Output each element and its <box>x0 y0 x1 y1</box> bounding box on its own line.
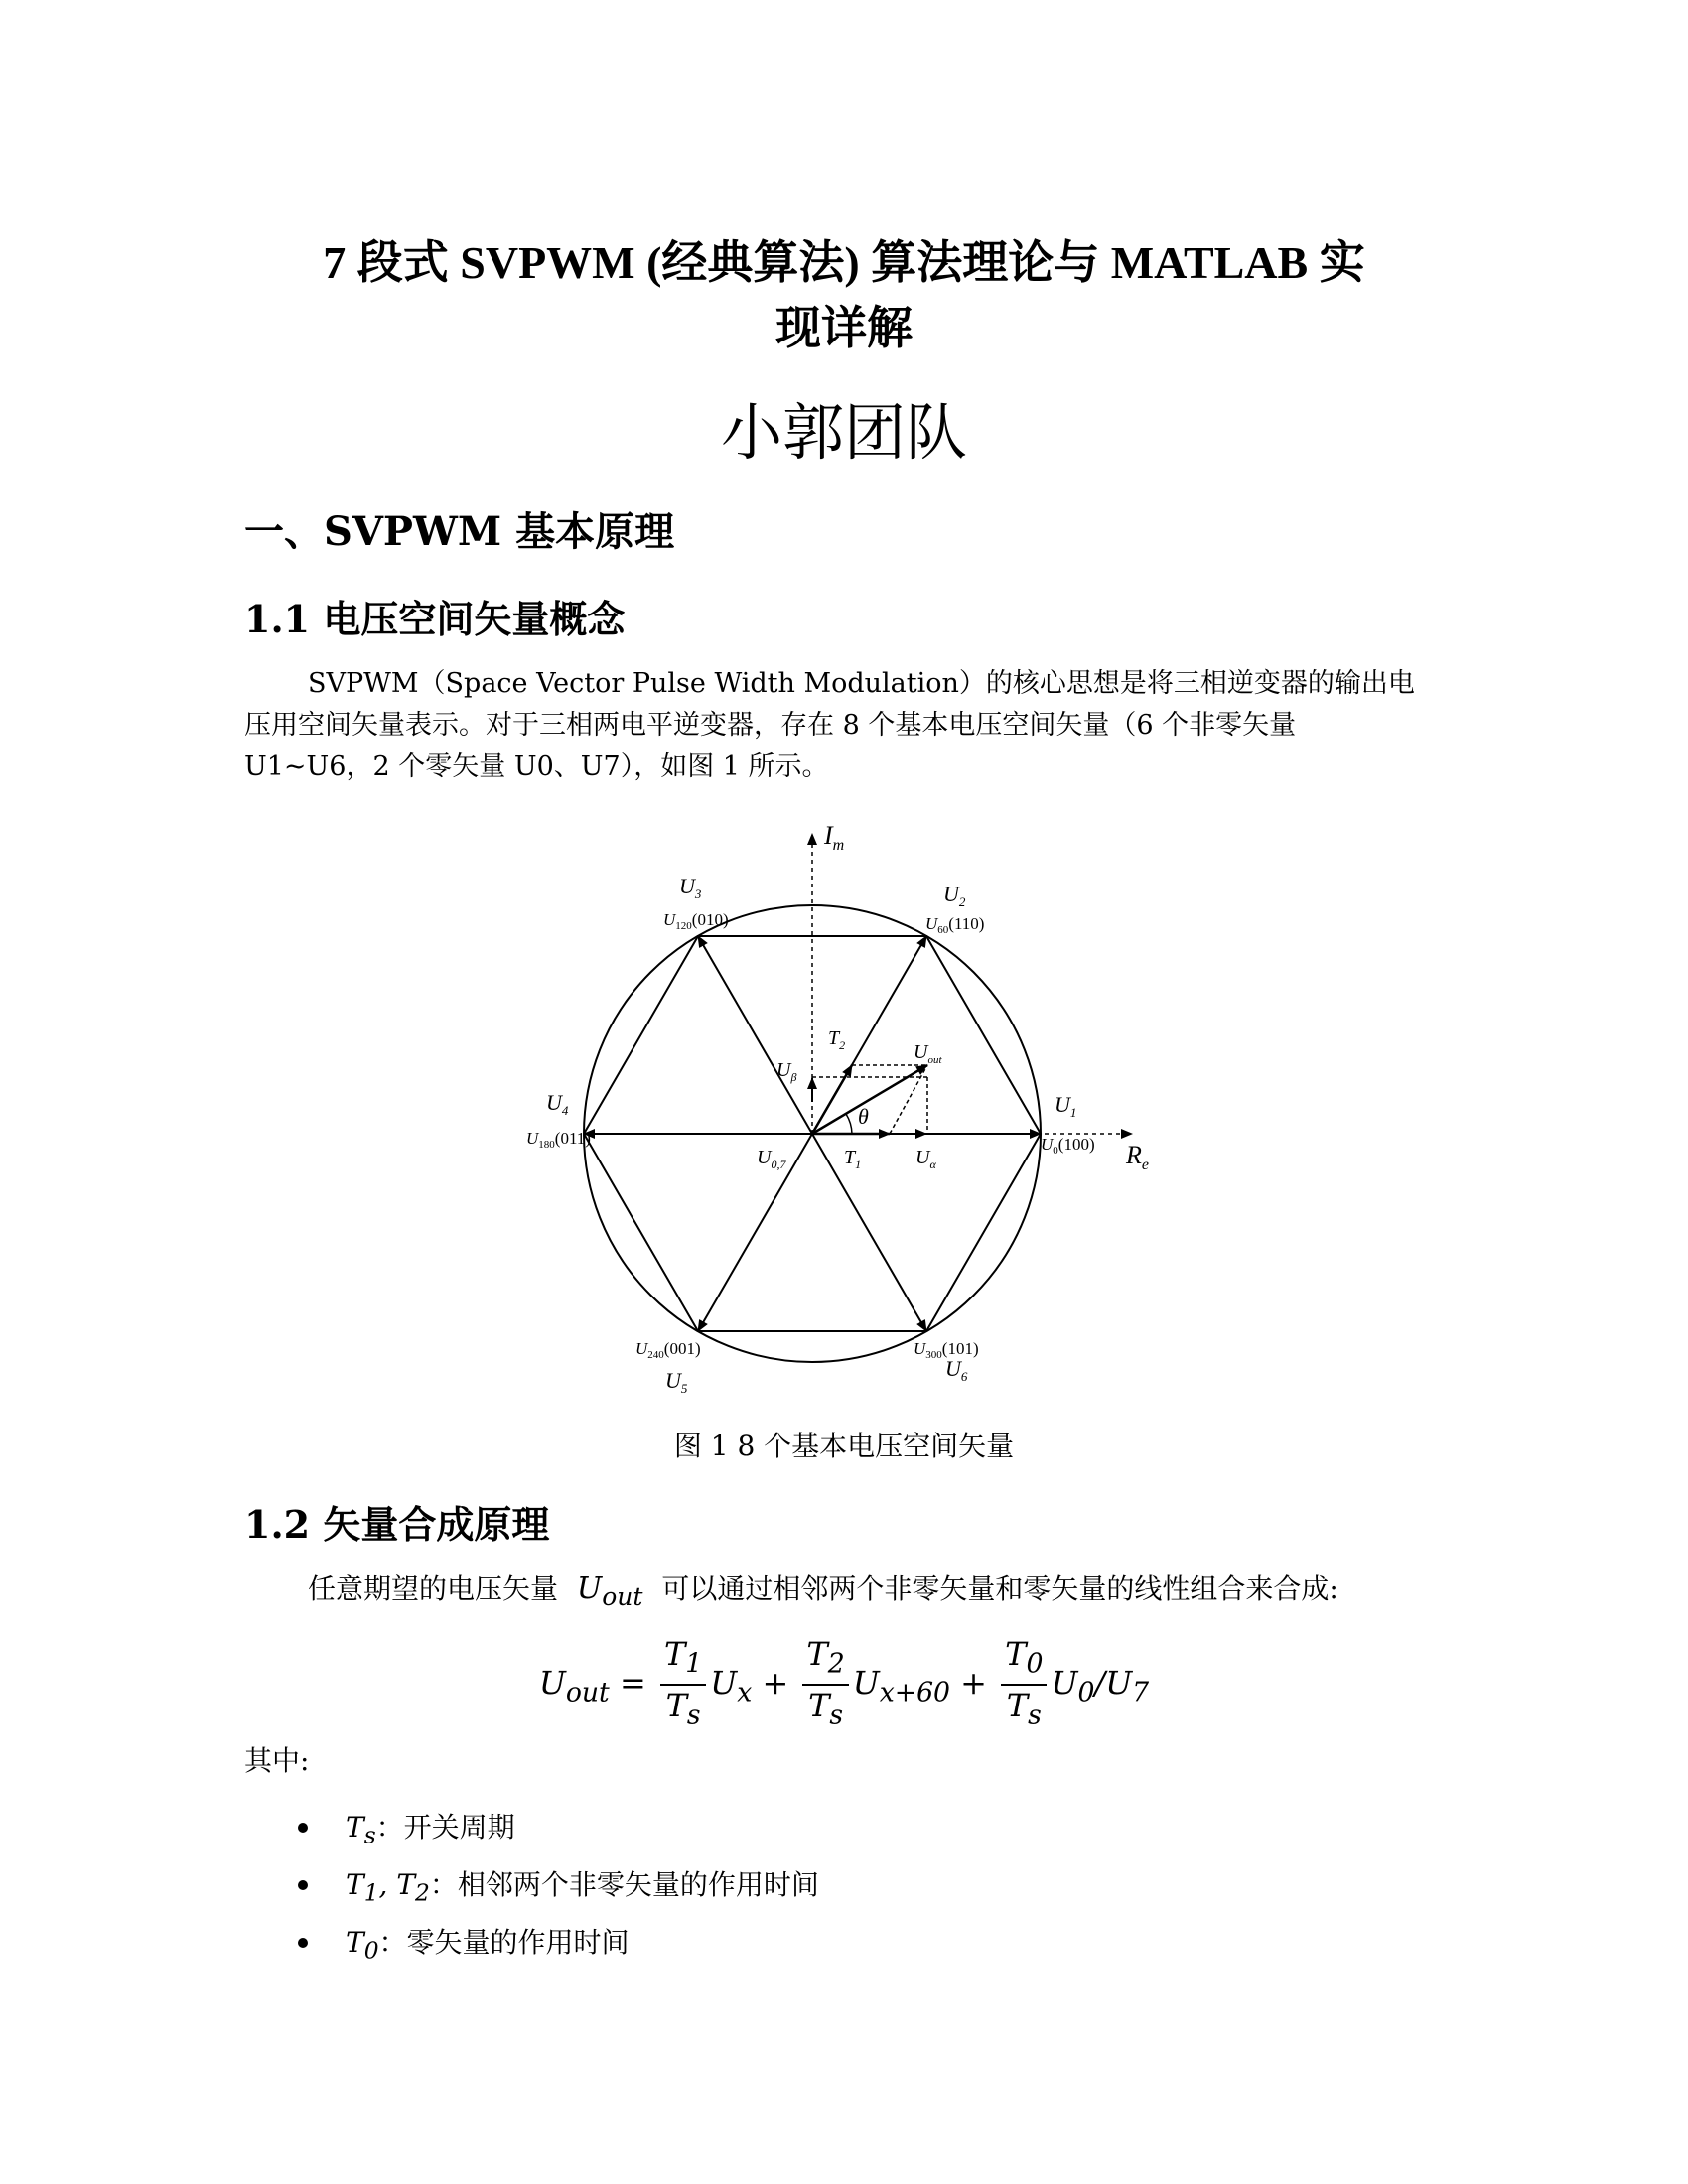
u1-code: $U_0(100)$ <box>1041 1135 1095 1157</box>
section-heading: 一、SVPWM 基本原理 <box>244 508 675 555</box>
uout-label: $U_{out}$ <box>914 1041 942 1066</box>
u2-code: $U_{60}(110)$ <box>925 914 985 936</box>
definition-list <box>298 1799 1291 1972</box>
u6-code: $U_{300}(101)$ <box>914 1339 979 1361</box>
bullet-icon <box>298 1823 308 1833</box>
list-item <box>298 1799 1291 1856</box>
u4-code: $U_{180}(011)$ <box>526 1129 591 1151</box>
ubeta-label: $U_\beta$ <box>776 1059 797 1084</box>
theta-arc <box>846 1114 852 1134</box>
intro-text-after: 可以通过相邻两个非零矢量和零矢量的线性组合来合成: <box>661 1572 1338 1605</box>
intro-paragraph <box>244 663 1436 788</box>
bullet-icon <box>298 1938 308 1948</box>
synthesis-formula: $U_{out}$ = $\frac{T_1}{T_s}$ $U_x$ + $\frac{T_2}{T_s}$ $U_{x+60}$ + $\frac{T_0}{T_s}$ $U_0/U_7$ <box>538 1635 1150 1731</box>
t2-label: $T_2$ <box>828 1027 846 1052</box>
vector-u6 <box>812 1134 926 1331</box>
paragraph-line: 压用空间矢量表示。对于三相两电平逆变器，存在 8 个基本电压空间矢量（6 个非零矢量 <box>244 710 1297 741</box>
ualpha-label: $U_\alpha$ <box>915 1147 936 1171</box>
paragraph-line: SVPWM（Space Vector Pulse Width Modulation）的核心思想是将三相逆变器的输出电 <box>308 668 1415 699</box>
t2-vector <box>812 1065 852 1134</box>
im-axis-label: $I_m$ <box>824 821 845 854</box>
u3-code: $U_{120}(010)$ <box>663 910 729 932</box>
zero-vector-label: $U_{0,7}$ <box>757 1147 786 1171</box>
u6-label: $U_6$ <box>945 1356 968 1384</box>
t1-label: $T_1$ <box>844 1147 862 1171</box>
list-item-text: ：开关周期 <box>375 1811 515 1843</box>
u2-label: $U_2$ <box>943 882 966 909</box>
list-item <box>298 1914 1291 1972</box>
space-vector-diagram <box>496 814 1192 1410</box>
bullet-icon <box>298 1880 308 1890</box>
figure-caption: 图 1 8 个基本电压空间矢量 <box>673 1430 1015 1462</box>
vector-u3 <box>698 936 812 1134</box>
theta-label: θ <box>858 1104 869 1129</box>
subsection-heading-1-1: 1.1 电压空间矢量概念 <box>244 597 626 641</box>
u4-label: $U_4$ <box>546 1090 569 1118</box>
title-line-2: 现详解 <box>775 303 913 353</box>
synthesis-intro <box>244 1569 1436 1618</box>
u1-label: $U_1$ <box>1055 1092 1077 1120</box>
uout-symbol: $U_{out}$ <box>576 1571 643 1611</box>
vector-u5 <box>698 1134 812 1331</box>
ts-symbol: $T_s$ <box>346 1811 376 1849</box>
title-line-1: 7 段式 SVPWM (经典算法) 算法理论与 MATLAB 实 <box>323 237 1365 288</box>
u5-code: $U_{240}(001)$ <box>635 1339 701 1361</box>
uout-vector <box>812 1065 927 1134</box>
list-item <box>298 1856 1291 1914</box>
list-item-text: ：相邻两个非零矢量的作用时间 <box>429 1868 819 1901</box>
t0-symbol: $T_0$ <box>346 1926 379 1965</box>
intro-text-before: 任意期望的电压矢量 <box>308 1572 559 1605</box>
u3-label: $U_3$ <box>679 874 702 901</box>
where-label: 其中: <box>244 1744 310 1777</box>
paragraph-line: U1~U6，2 个零矢量 U0、U7），如图 1 所示。 <box>244 751 829 782</box>
t1-t2-symbols: $T_1$, $T_2$ <box>346 1868 430 1907</box>
document-title <box>238 230 1450 361</box>
subsection-heading-1-2: 1.2 矢量合成原理 <box>244 1502 550 1547</box>
list-item-text: ：零矢量的作用时间 <box>378 1926 630 1959</box>
team-name: 小郭团队 <box>720 396 967 469</box>
re-axis-label: $R_e$ <box>1126 1141 1149 1173</box>
u5-label: $U_5$ <box>665 1368 688 1396</box>
